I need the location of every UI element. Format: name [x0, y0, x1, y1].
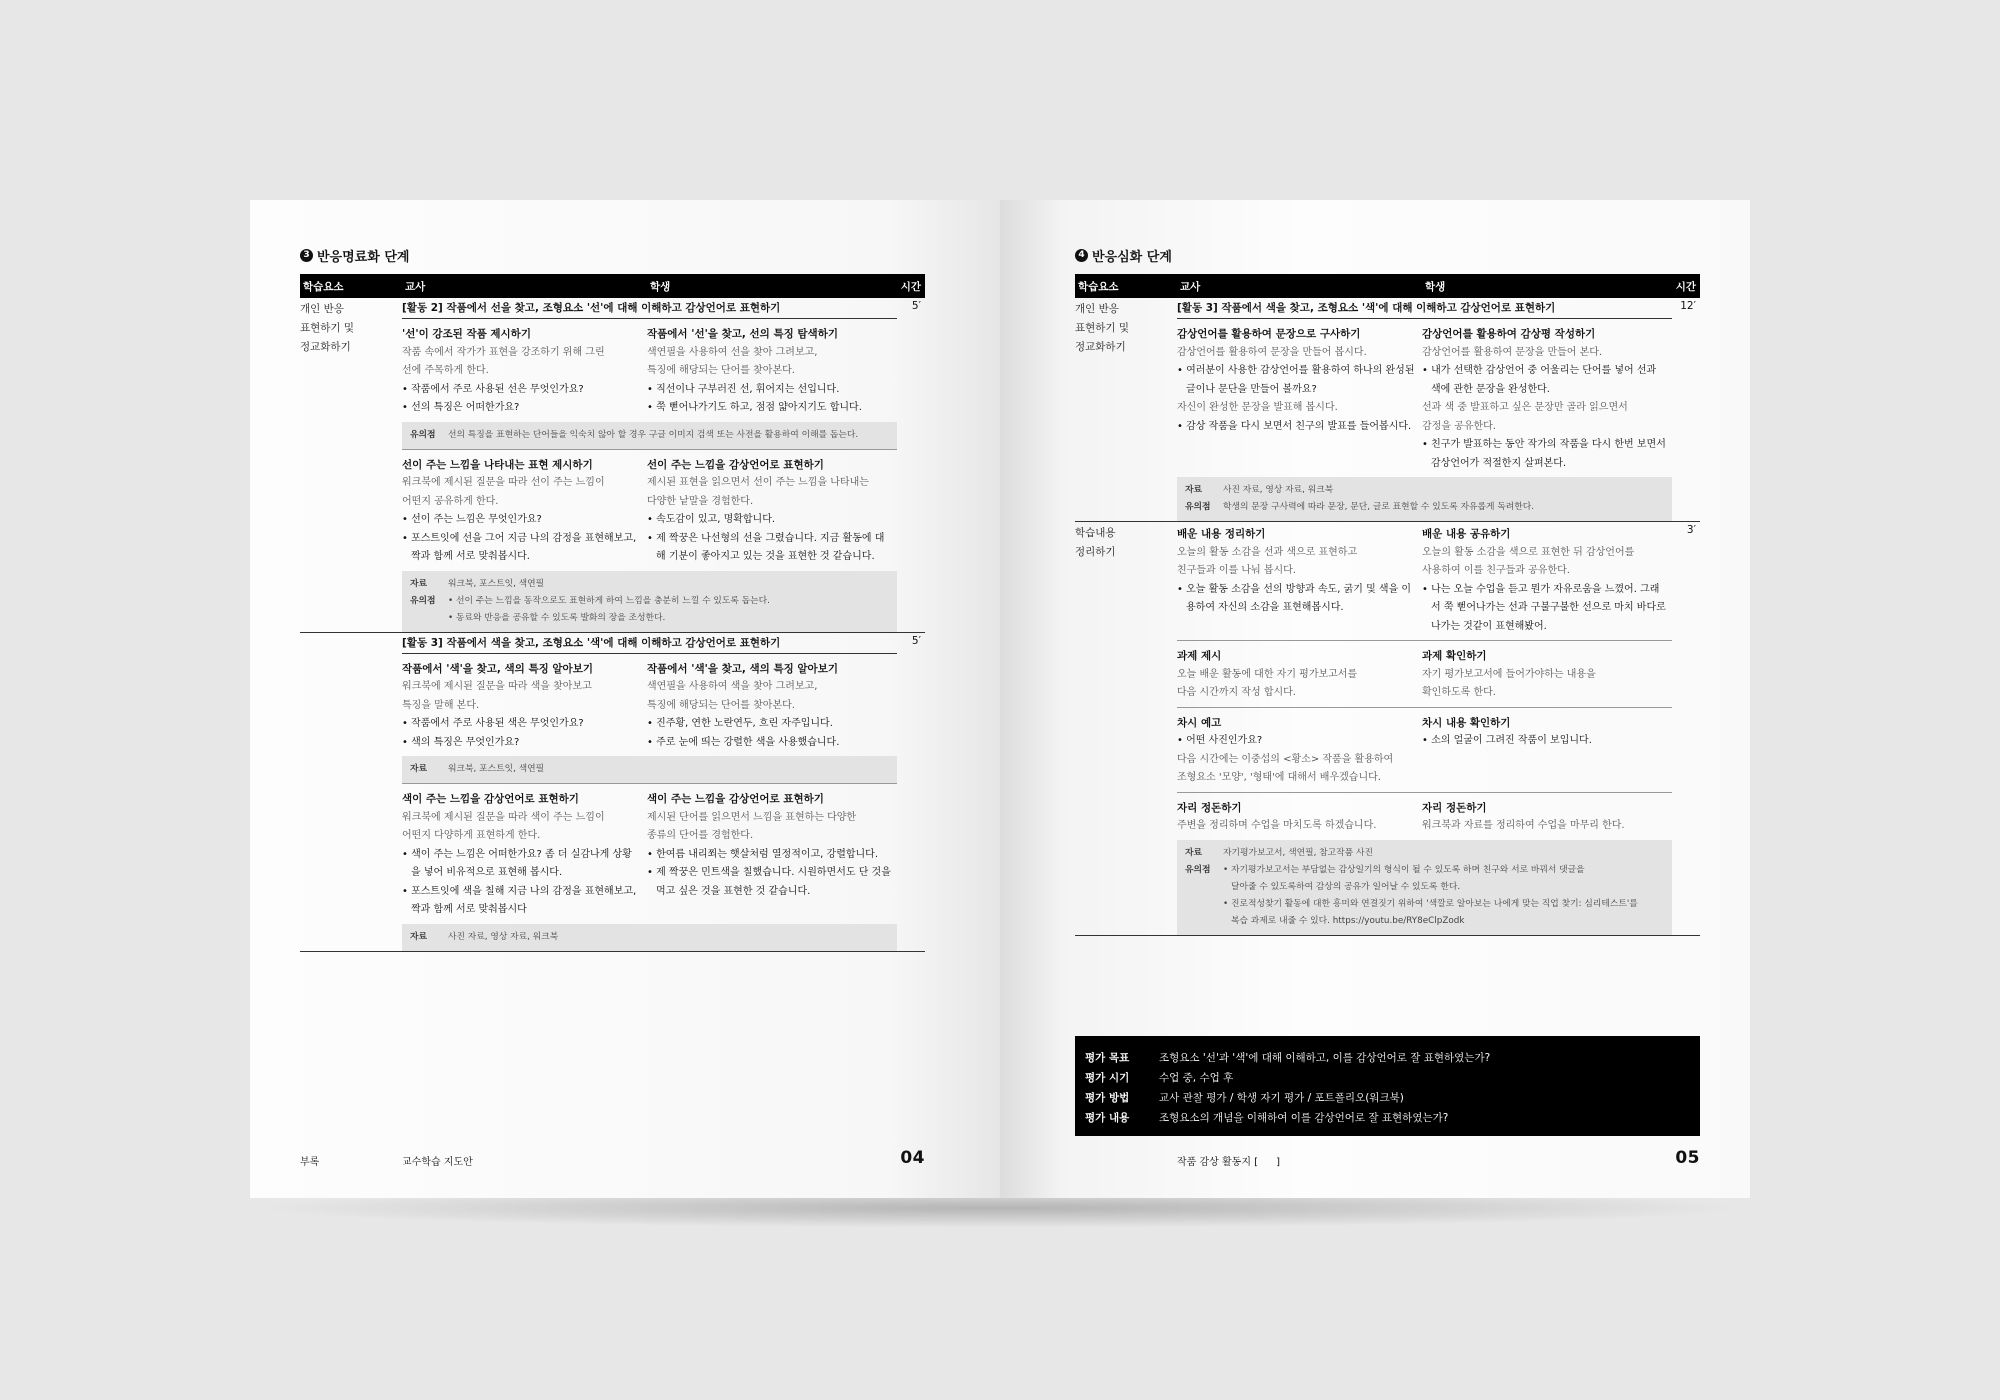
- cell-heading: 자리 정돈하기: [1177, 801, 1242, 814]
- cell-heading: 감상언어를 활용하여 감상평 작성하기: [1422, 328, 1596, 340]
- left-page: [250, 200, 1000, 1198]
- teacher-cell: [1177, 647, 1422, 703]
- cell-line: 확인하도록 한다.: [1422, 687, 1496, 698]
- cell-bullet: • 나는 오늘 수업을 듣고 뭔가 자유로움을 느꼈어. 그래서 쭉 뻗어나가는 선과 구불구불한 선으로 마치 바다로 나가는 것같이 표현해봤어.: [1422, 583, 1666, 632]
- teacher-cell: [402, 790, 647, 920]
- element-line: 정리하기: [1075, 546, 1116, 558]
- cell-bullet: • 진주황, 연한 노란연두, 흐린 자주입니다.: [647, 718, 833, 729]
- cell-line: 다음 시간까지 작성 합시다.: [1177, 687, 1296, 698]
- activity-title: [활동 2] 작품에서 선을 찾고, 조형요소 '선'에 대해 이해하고 감상언어로 표현하기: [402, 298, 897, 319]
- cell-line: 색연필을 사용하여 색을 찾아 그려보고,: [647, 681, 818, 692]
- cell-line: 특징을 말해 본다.: [402, 699, 480, 711]
- note-value: • 선이 주는 느낌을 동작으로도 표현하게 하여 느낌을 충분히 느낄 수 있도록 돕는다.: [448, 595, 770, 606]
- note-value: 학생의 문장 구사력에 따라 문장, 문단, 글로 표현할 수 있도록 자유롭게 독려한다.: [1223, 502, 1535, 512]
- activity-3-block: [300, 633, 925, 952]
- section-title: [300, 246, 925, 264]
- footer-title: 교수학습 지도안: [402, 1157, 473, 1168]
- header-teacher: 교사: [1180, 280, 1201, 293]
- header-element: 학습요소: [303, 280, 344, 293]
- cell-heading: 배운 내용 정리하기: [1177, 528, 1266, 540]
- activity-2-block: [300, 298, 925, 633]
- cell-bullet: • 여러분이 사용한 감상언어를 활용하여 하나의 완성된 글이나 문단을 만들어 볼까요?: [1177, 365, 1415, 395]
- cell-line: 제시된 단어를 읽으면서 느낌을 표현하는 다양한: [647, 811, 857, 823]
- cell-line: 선에 주목하게 한다.: [402, 365, 489, 376]
- cell-heading: 배운 내용 공유하기: [1422, 528, 1511, 540]
- header-student: 학생: [1425, 280, 1446, 293]
- cell-line: 감상언어를 활용하여 문장을 만들어 봅시다.: [1177, 346, 1367, 358]
- header-teacher: 교사: [405, 280, 426, 293]
- cell-bullet: • 제 짝꿍은 나선형의 선을 그렸습니다. 지금 활동에 대해 기분이 좋아지고 있는 것을 표현한 것 같습니다.: [647, 532, 885, 562]
- cell-heading: 선이 주는 느낌을 나타내는 표현 제시하기: [402, 458, 593, 471]
- eval-value: 수업 중, 수업 후: [1159, 1072, 1234, 1084]
- note-value: • 진로적성찾기 활동에 대한 흥미와 연결짓기 위하여 '색깔로 알아보는 나에게 맞는 직업 찾기: 심리테스트'를: [1223, 898, 1638, 909]
- note-box: [402, 924, 897, 951]
- cell-line: 특징에 해당되는 단어를 찾아본다.: [647, 699, 795, 711]
- eval-key: 평가 목표: [1085, 1052, 1130, 1064]
- table-header: [300, 274, 925, 298]
- activity-row: [1177, 792, 1672, 840]
- cell-bullet: • 포스트잇에 색을 칠해 지금 나의 감정을 표현해보고, 짝과 함께 서로 맞춰봅시다: [402, 885, 637, 915]
- cell-line: 주변을 정리하며 수업을 마치도록 하겠습니다.: [1177, 820, 1377, 831]
- cell-bullet: • 색이 주는 느낌은 어떠한가요? 좀 더 실감나게 상황을 넣어 비유적으로 표현해 봅시다.: [402, 848, 632, 878]
- cell-line: 워크북에 제시된 질문을 따라 색이 주는 느낌이: [402, 811, 605, 823]
- activity-row: [1177, 522, 1672, 640]
- section-title: [1075, 246, 1700, 264]
- cell-line: 워크북에 제시된 질문을 따라 색을 찾아보고: [402, 681, 592, 692]
- cell-line: 종류의 단어를 경험한다.: [647, 830, 754, 841]
- student-cell: [647, 660, 897, 753]
- cell-line: 감상언어를 활용하여 문장을 만들어 본다.: [1422, 346, 1603, 358]
- teacher-cell: [1177, 325, 1422, 473]
- header-element: 학습요소: [1078, 280, 1119, 293]
- cell-line: 워크북과 자료를 정리하여 수업을 마무리 한다.: [1422, 820, 1625, 831]
- note-box: [1177, 477, 1672, 521]
- cell-bullet: • 한여름 내리쬐는 햇살처럼 열정적이고, 강렬합니다.: [647, 848, 879, 860]
- cell-bullet: • 쭉 뻗어나가기도 하고, 점점 얇아지기도 합니다.: [647, 402, 862, 413]
- evaluation-box: [1075, 1036, 1700, 1136]
- cell-bullet: • 제 짝꿍은 민트색을 칠했습니다. 시원하면서도 단 것을 먹고 싶은 것을 표현한 것 같습니다.: [647, 867, 891, 897]
- cell-bullet: • 선의 특징은 어떠한가요?: [402, 402, 520, 413]
- footer-title-close: ]: [1276, 1157, 1280, 1168]
- learning-element: [1075, 522, 1177, 935]
- section-number-icon: 3: [300, 249, 313, 262]
- student-cell: [647, 325, 897, 418]
- page-number: 05: [1675, 1148, 1700, 1168]
- cell-line: 사용하여 이를 친구들과 공유한다.: [1422, 565, 1570, 576]
- cell-line: 작품 속에서 작가가 표현을 강조하기 위해 그린: [402, 346, 605, 358]
- note-value: 달아줄 수 있도록하여 감상의 공유가 일어날 수 있도록 한다.: [1231, 881, 1461, 892]
- cell-bullet: • 포스트잇에 선을 그어 지금 나의 감정을 표현해보고, 짝과 함께 서로 맞춰봅시다.: [402, 532, 637, 562]
- student-cell: [647, 456, 897, 567]
- cell-line: 어떤지 다양하게 표현하게 한다.: [402, 830, 541, 841]
- eval-value: 교사 관찰 평가 / 학생 자기 평가 / 포트폴리오(워크북): [1159, 1092, 1404, 1104]
- student-cell: [647, 790, 897, 920]
- cell-heading: 자리 정돈하기: [1422, 801, 1487, 814]
- teacher-cell: [1177, 525, 1422, 636]
- element-line: 학습내용: [1075, 527, 1116, 539]
- cell-heading: 색이 주는 느낌을 감상언어로 표현하기: [647, 793, 824, 805]
- note-value: 선의 특징을 표현하는 단어들을 익숙치 않아 할 경우 구글 이미지 검색 또는 사전을 활용하여 이해를 돕는다.: [448, 429, 859, 440]
- student-cell: [1422, 799, 1672, 836]
- cell-bullet: • 어떤 사진인가요?: [1177, 735, 1263, 746]
- student-cell: [1422, 325, 1672, 473]
- cell-bullet: • 소의 얼굴이 그려진 작품이 보입니다.: [1422, 735, 1592, 746]
- teacher-cell: [1177, 799, 1422, 836]
- cell-line: 조형요소 '모양', '형태'에 대해서 배우겠습니다.: [1177, 772, 1381, 783]
- section-title-text: 반응명료화 단계: [317, 249, 410, 265]
- cell-bullet: • 내가 선택한 감상언어 중 어울리는 단어를 넣어 선과 색에 관한 문장을 완성한다.: [1422, 365, 1657, 395]
- cell-heading: 작품에서 '선'을 찾고, 선의 특징 탐색하기: [647, 328, 838, 340]
- cell-line: 선과 색 중 발표하고 싶은 문장만 골라 읽으면서: [1422, 402, 1628, 413]
- note-key: 자료: [410, 578, 427, 589]
- table-header: [1075, 274, 1700, 298]
- footer-title: 작품 감상 활동지 [: [1177, 1157, 1259, 1168]
- note-value: 워크북, 포스트잇, 색연필: [448, 764, 545, 774]
- activity-row: [1177, 707, 1672, 792]
- eval-key: 평가 시기: [1085, 1072, 1130, 1084]
- cell-line: 다양한 낱말을 경험한다.: [647, 495, 754, 507]
- activity-row: [1177, 319, 1672, 477]
- cell-bullet: • 작품에서 주로 사용된 색은 무엇인가요?: [402, 718, 584, 729]
- page-footer: [300, 1148, 925, 1168]
- student-cell: [1422, 647, 1672, 703]
- cell-line: 감정을 공유한다.: [1422, 420, 1496, 432]
- activity-row: [402, 449, 897, 571]
- cell-bullet: • 속도감이 있고, 명확합니다.: [647, 514, 776, 525]
- time-cell: 5′: [911, 634, 921, 647]
- cell-heading: 감상언어를 활용하여 문장으로 구사하기: [1177, 328, 1361, 340]
- element-line: 표현하기 및: [300, 322, 355, 334]
- eval-key: 평가 내용: [1085, 1112, 1130, 1124]
- note-box: [402, 571, 897, 632]
- teacher-cell: [402, 325, 647, 418]
- cell-line: 워크북에 제시된 질문을 따라 선이 주는 느낌이: [402, 477, 605, 488]
- wrap-up-block: [1075, 522, 1700, 936]
- cell-bullet: • 감상 작품을 다시 보면서 친구의 발표를 들어봅시다.: [1177, 420, 1412, 432]
- activity-title: [활동 3] 작품에서 색을 찾고, 조형요소 '색'에 대해 이해하고 감상언어로 표현하기: [1177, 298, 1672, 319]
- note-value: 워크북, 포스트잇, 색연필: [448, 578, 545, 589]
- section-title-text: 반응심화 단계: [1092, 249, 1172, 265]
- learning-element: [1075, 298, 1177, 521]
- note-key: 유의점: [1185, 864, 1211, 875]
- note-box: [1177, 840, 1672, 935]
- footer-label: 부록: [300, 1157, 320, 1168]
- note-box: [402, 422, 897, 449]
- note-value: • 자기평가보고서는 부담없는 감상일기의 형식이 될 수 있도록 하며 친구와 서로 바꿔서 댓글을: [1223, 864, 1585, 875]
- note-value: • 동료와 반응을 공유할 수 있도록 발화의 장을 조성한다.: [448, 612, 666, 623]
- page-footer: [1075, 1148, 1700, 1168]
- note-key: 유의점: [1185, 502, 1211, 512]
- right-page: [1000, 200, 1750, 1198]
- cell-line: 다음 시간에는 이중섭의 <황소> 작품을 활용하여: [1177, 753, 1394, 765]
- learning-element: [300, 298, 402, 632]
- cell-bullet: • 색의 특징은 무엇인가요?: [402, 736, 520, 748]
- cell-line: 특징에 해당되는 단어를 찾아본다.: [647, 365, 795, 376]
- eval-value: 조형요소의 개념을 이해하여 이를 감상언어로 잘 표현하였는가?: [1159, 1112, 1449, 1124]
- section-number-icon: 4: [1075, 249, 1088, 262]
- cell-heading: 과제 확인하기: [1422, 650, 1487, 662]
- cell-line: 오늘의 활동 소감을 선과 색으로 표현하고: [1177, 546, 1358, 558]
- cell-bullet: • 주로 눈에 띄는 강렬한 색을 사용했습니다.: [647, 736, 840, 748]
- note-key: 자료: [410, 764, 427, 774]
- cell-heading: 차시 내용 확인하기: [1422, 716, 1511, 729]
- element-line: 개인 반응: [300, 303, 344, 315]
- cell-line: 자기 평가보고서에 들어가야하는 내용을: [1422, 668, 1596, 680]
- cell-line: 자신이 완성한 문장을 발표해 봅시다.: [1177, 402, 1338, 413]
- cell-bullet: • 작품에서 주로 사용된 선은 무엇인가요?: [402, 383, 584, 395]
- note-key: 유의점: [410, 595, 436, 606]
- header-student: 학생: [650, 280, 671, 293]
- cell-bullet: • 직선이나 구부러진 선, 휘어지는 선입니다.: [647, 383, 840, 395]
- activity-3-deep-block: [1075, 298, 1700, 522]
- eval-value: 조형요소 '선'과 '색'에 대해 이해하고, 이를 감상언어로 잘 표현하였는가?: [1159, 1052, 1491, 1064]
- cell-heading: 차시 예고: [1177, 716, 1222, 729]
- note-value: 사진 자료, 영상 자료, 워크북: [1223, 485, 1334, 495]
- note-value: 사진 자료, 영상 자료, 워크북: [448, 931, 559, 942]
- note-key: 자료: [1185, 485, 1202, 495]
- note-value: 자기평가보고서, 색연필, 참고작품 사진: [1223, 847, 1373, 858]
- element-line: 정교화하기: [1075, 341, 1126, 353]
- time-cell: 3′: [1686, 524, 1696, 536]
- cell-line: 친구들과 이를 나눠 봅시다.: [1177, 565, 1296, 576]
- cell-heading: 선이 주는 느낌을 감상언어로 표현하기: [647, 458, 824, 471]
- cell-line: 제시된 표현을 읽으면서 선이 주는 느낌을 나타내는: [647, 477, 869, 488]
- cell-line: 색연필을 사용하여 선을 찾아 그려보고,: [647, 346, 818, 358]
- student-cell: [1422, 525, 1672, 636]
- cell-bullet: • 선이 주는 느낌은 무엇인가요?: [402, 514, 542, 525]
- time-cell: 5′: [911, 300, 921, 312]
- cell-heading: 작품에서 '색'을 찾고, 색의 특징 알아보기: [402, 662, 593, 675]
- element-line: 개인 반응: [1075, 303, 1119, 315]
- activity-row: [1177, 640, 1672, 707]
- cell-heading: 과제 제시: [1177, 650, 1222, 662]
- cell-line: 오늘의 활동 소감을 색으로 표현한 뒤 감상언어를: [1422, 546, 1635, 558]
- note-key: 자료: [1185, 847, 1202, 858]
- student-cell: [1422, 714, 1672, 788]
- activity-row: [402, 319, 897, 422]
- activity-row: [402, 783, 897, 924]
- element-line: 정교화하기: [300, 341, 351, 353]
- teacher-cell: [1177, 714, 1422, 788]
- cell-line: 어떤지 공유하게 한다.: [402, 495, 499, 507]
- header-time: 시간: [1675, 280, 1696, 293]
- cell-heading: '선'이 강조된 작품 제시하기: [402, 328, 531, 340]
- teacher-cell: [402, 456, 647, 567]
- page-number: 04: [900, 1148, 925, 1168]
- eval-key: 평가 방법: [1085, 1092, 1130, 1104]
- note-key: 유의점: [410, 429, 436, 440]
- note-key: 자료: [410, 931, 427, 942]
- cell-bullet: • 오늘 활동 소감을 선의 방향과 속도, 굵기 및 색을 이용하여 자신의 소감을 표현해봅시다.: [1177, 583, 1412, 613]
- teacher-cell: [402, 660, 647, 753]
- header-time: 시간: [900, 280, 921, 293]
- activity-row: [402, 654, 897, 757]
- cell-heading: 작품에서 '색'을 찾고, 색의 특징 알아보기: [647, 662, 838, 675]
- cell-heading: 색이 주는 느낌을 감상언어로 표현하기: [402, 793, 579, 805]
- learning-element: [300, 633, 402, 951]
- note-box: [402, 756, 897, 783]
- cell-line: 오늘 배운 활동에 대한 자기 평가보고서를: [1177, 668, 1358, 680]
- time-cell: 12′: [1680, 300, 1696, 312]
- cell-bullet: • 친구가 발표하는 동안 작가의 작품을 다시 한번 보면서 감상언어가 적절한지 살펴본다.: [1422, 439, 1666, 469]
- activity-title: [활동 3] 작품에서 색을 찾고, 조형요소 '색'에 대해 이해하고 감상언어로 표현하기: [402, 633, 897, 654]
- note-value: 복습 과제로 내줄 수 있다. https://youtu.be/RY8eClpZodk: [1231, 915, 1465, 926]
- element-line: 표현하기 및: [1075, 322, 1130, 334]
